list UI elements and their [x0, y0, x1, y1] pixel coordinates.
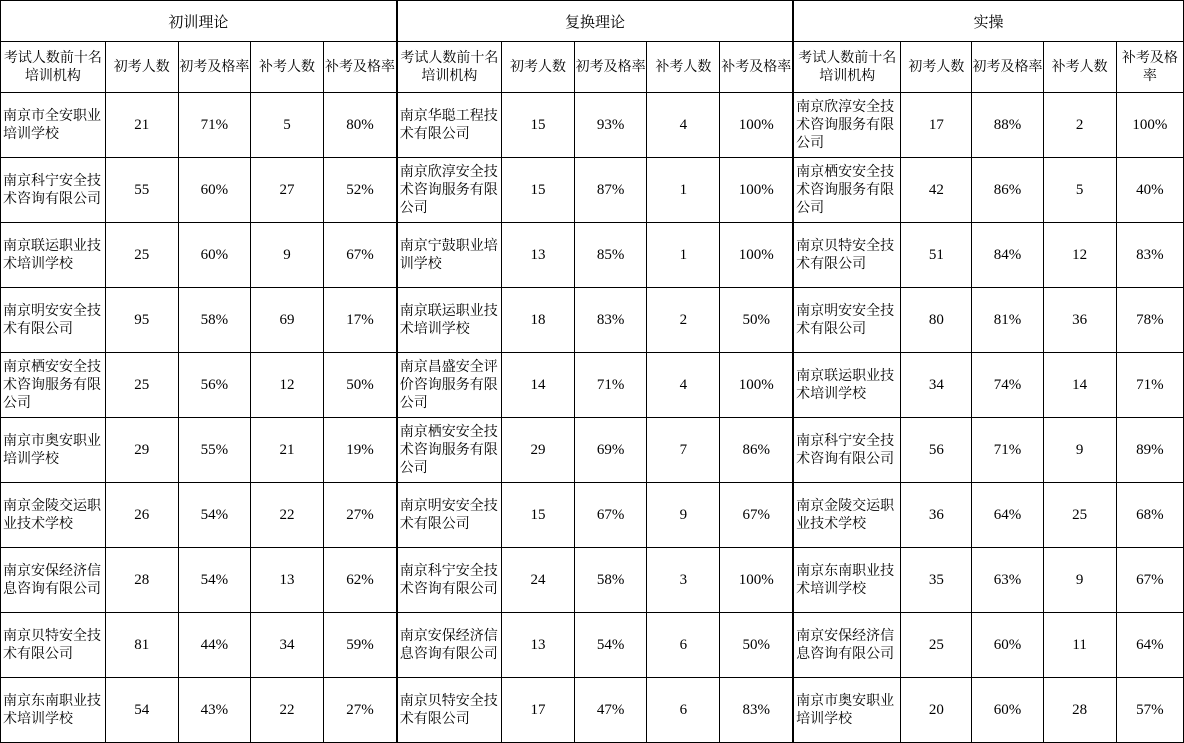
first-count-cell: 54 [105, 678, 178, 743]
first-rate-cell: 60% [178, 223, 250, 288]
makeup-count-cell: 9 [1043, 548, 1116, 613]
col-header-org: 考试人数前十名培训机构 [1, 42, 106, 93]
makeup-rate-cell: 68% [1116, 483, 1183, 548]
makeup-rate-cell: 100% [720, 93, 793, 158]
org-name-cell: 南京联运职业技术培训学校 [397, 288, 502, 353]
first-count-cell: 25 [105, 223, 178, 288]
first-count-cell: 80 [901, 288, 972, 353]
first-count-cell: 28 [105, 548, 178, 613]
first-rate-cell: 69% [575, 418, 647, 483]
first-rate-cell: 93% [575, 93, 647, 158]
first-count-cell: 36 [901, 483, 972, 548]
makeup-rate-cell: 59% [324, 613, 397, 678]
makeup-rate-cell: 27% [324, 678, 397, 743]
table-row [1, 483, 1184, 548]
makeup-count-cell: 11 [1043, 613, 1116, 678]
org-name-cell: 南京贝特安全技术有限公司 [793, 223, 901, 288]
first-rate-cell: 71% [972, 418, 1043, 483]
makeup-rate-cell: 57% [1116, 678, 1183, 743]
org-name-cell: 南京安保经济信息咨询有限公司 [1, 548, 106, 613]
makeup-rate-cell: 100% [720, 353, 793, 418]
org-name-cell: 南京科宁安全技术咨询有限公司 [397, 548, 502, 613]
makeup-rate-cell: 67% [324, 223, 397, 288]
column-header-row [1, 42, 1184, 93]
org-name-cell: 南京欣淳安全技术咨询服务有限公司 [793, 93, 901, 158]
makeup-count-cell: 14 [1043, 353, 1116, 418]
first-rate-cell: 87% [575, 158, 647, 223]
section-title-renewal-theory: 复换理论 [397, 1, 793, 42]
col-header-makeup-rate: 补考及格率 [324, 42, 397, 93]
org-name-cell: 南京栖安安全技术咨询服务有限公司 [793, 158, 901, 223]
first-count-cell: 24 [501, 548, 574, 613]
table-row [1, 353, 1184, 418]
makeup-count-cell: 12 [1043, 223, 1116, 288]
org-name-cell: 南京科宁安全技术咨询有限公司 [793, 418, 901, 483]
makeup-count-cell: 5 [1043, 158, 1116, 223]
col-header-first-count: 初考人数 [901, 42, 972, 93]
first-rate-cell: 54% [178, 483, 250, 548]
makeup-count-cell: 6 [647, 613, 720, 678]
makeup-rate-cell: 64% [1116, 613, 1183, 678]
org-name-cell: 南京宁鼓职业培训学校 [397, 223, 502, 288]
makeup-rate-cell: 100% [1116, 93, 1183, 158]
org-name-cell: 南京金陵交运职业技术学校 [1, 483, 106, 548]
makeup-count-cell: 69 [250, 288, 323, 353]
makeup-rate-cell: 27% [324, 483, 397, 548]
first-rate-cell: 86% [972, 158, 1043, 223]
org-name-cell: 南京联运职业技术培训学校 [1, 223, 106, 288]
table-row [1, 158, 1184, 223]
first-rate-cell: 85% [575, 223, 647, 288]
makeup-count-cell: 28 [1043, 678, 1116, 743]
org-name-cell: 南京东南职业技术培训学校 [793, 548, 901, 613]
makeup-rate-cell: 86% [720, 418, 793, 483]
makeup-count-cell: 2 [1043, 93, 1116, 158]
org-name-cell: 南京明安安全技术有限公司 [1, 288, 106, 353]
makeup-rate-cell: 100% [720, 223, 793, 288]
first-count-cell: 20 [901, 678, 972, 743]
first-rate-cell: 43% [178, 678, 250, 743]
col-header-first-rate: 初考及格率 [575, 42, 647, 93]
org-name-cell: 南京贝特安全技术有限公司 [397, 678, 502, 743]
makeup-count-cell: 9 [1043, 418, 1116, 483]
makeup-count-cell: 36 [1043, 288, 1116, 353]
first-count-cell: 13 [501, 223, 574, 288]
makeup-count-cell: 34 [250, 613, 323, 678]
makeup-rate-cell: 89% [1116, 418, 1183, 483]
org-name-cell: 南京华聪工程技术有限公司 [397, 93, 502, 158]
first-rate-cell: 88% [972, 93, 1043, 158]
makeup-rate-cell: 83% [1116, 223, 1183, 288]
makeup-rate-cell: 62% [324, 548, 397, 613]
first-rate-cell: 64% [972, 483, 1043, 548]
org-name-cell: 南京安保经济信息咨询有限公司 [793, 613, 901, 678]
makeup-count-cell: 9 [647, 483, 720, 548]
table-body [1, 93, 1184, 743]
table-row [1, 223, 1184, 288]
first-count-cell: 34 [901, 353, 972, 418]
first-rate-cell: 84% [972, 223, 1043, 288]
first-count-cell: 17 [901, 93, 972, 158]
org-name-cell: 南京栖安安全技术咨询服务有限公司 [1, 353, 106, 418]
org-name-cell: 南京东南职业技术培训学校 [1, 678, 106, 743]
first-count-cell: 51 [901, 223, 972, 288]
first-count-cell: 56 [901, 418, 972, 483]
makeup-rate-cell: 67% [720, 483, 793, 548]
org-name-cell: 南京欣淳安全技术咨询服务有限公司 [397, 158, 502, 223]
first-count-cell: 26 [105, 483, 178, 548]
first-count-cell: 55 [105, 158, 178, 223]
table-row [1, 418, 1184, 483]
makeup-count-cell: 13 [250, 548, 323, 613]
first-rate-cell: 60% [178, 158, 250, 223]
col-header-makeup-count: 补考人数 [1043, 42, 1116, 93]
makeup-rate-cell: 80% [324, 93, 397, 158]
makeup-count-cell: 9 [250, 223, 323, 288]
makeup-rate-cell: 78% [1116, 288, 1183, 353]
col-header-org: 考试人数前十名培训机构 [793, 42, 901, 93]
first-rate-cell: 47% [575, 678, 647, 743]
first-rate-cell: 54% [575, 613, 647, 678]
col-header-makeup-rate: 补考及格率 [720, 42, 793, 93]
table-row [1, 93, 1184, 158]
makeup-count-cell: 2 [647, 288, 720, 353]
first-count-cell: 35 [901, 548, 972, 613]
first-count-cell: 21 [105, 93, 178, 158]
first-count-cell: 17 [501, 678, 574, 743]
first-rate-cell: 81% [972, 288, 1043, 353]
makeup-count-cell: 3 [647, 548, 720, 613]
makeup-count-cell: 21 [250, 418, 323, 483]
org-name-cell: 南京栖安安全技术咨询服务有限公司 [397, 418, 502, 483]
first-rate-cell: 71% [575, 353, 647, 418]
col-header-first-rate: 初考及格率 [972, 42, 1043, 93]
org-name-cell: 南京市奥安职业培训学校 [1, 418, 106, 483]
makeup-rate-cell: 71% [1116, 353, 1183, 418]
col-header-makeup-count: 补考人数 [250, 42, 323, 93]
first-rate-cell: 67% [575, 483, 647, 548]
col-header-makeup-rate: 补考及格率 [1116, 42, 1183, 93]
org-name-cell: 南京安保经济信息咨询有限公司 [397, 613, 502, 678]
org-name-cell: 南京科宁安全技术咨询有限公司 [1, 158, 106, 223]
makeup-rate-cell: 50% [720, 288, 793, 353]
section-title-initial-theory: 初训理论 [1, 1, 397, 42]
first-rate-cell: 58% [178, 288, 250, 353]
org-name-cell: 南京贝特安全技术有限公司 [1, 613, 106, 678]
first-count-cell: 14 [501, 353, 574, 418]
makeup-count-cell: 5 [250, 93, 323, 158]
makeup-count-cell: 22 [250, 678, 323, 743]
makeup-count-cell: 1 [647, 158, 720, 223]
makeup-rate-cell: 17% [324, 288, 397, 353]
org-name-cell: 南京市全安职业培训学校 [1, 93, 106, 158]
org-name-cell: 南京市奥安职业培训学校 [793, 678, 901, 743]
col-header-first-count: 初考人数 [105, 42, 178, 93]
first-rate-cell: 44% [178, 613, 250, 678]
makeup-count-cell: 25 [1043, 483, 1116, 548]
first-count-cell: 13 [501, 613, 574, 678]
first-rate-cell: 60% [972, 678, 1043, 743]
table-row [1, 613, 1184, 678]
makeup-rate-cell: 67% [1116, 548, 1183, 613]
first-count-cell: 95 [105, 288, 178, 353]
org-name-cell: 南京明安安全技术有限公司 [793, 288, 901, 353]
makeup-rate-cell: 19% [324, 418, 397, 483]
makeup-rate-cell: 50% [720, 613, 793, 678]
first-rate-cell: 56% [178, 353, 250, 418]
first-rate-cell: 55% [178, 418, 250, 483]
first-rate-cell: 74% [972, 353, 1043, 418]
org-name-cell: 南京明安安全技术有限公司 [397, 483, 502, 548]
makeup-rate-cell: 83% [720, 678, 793, 743]
makeup-rate-cell: 52% [324, 158, 397, 223]
col-header-first-count: 初考人数 [501, 42, 574, 93]
section-title-practical: 实操 [793, 1, 1183, 42]
makeup-count-cell: 22 [250, 483, 323, 548]
makeup-count-cell: 6 [647, 678, 720, 743]
first-count-cell: 15 [501, 93, 574, 158]
first-count-cell: 42 [901, 158, 972, 223]
col-header-first-rate: 初考及格率 [178, 42, 250, 93]
makeup-rate-cell: 50% [324, 353, 397, 418]
first-rate-cell: 54% [178, 548, 250, 613]
makeup-count-cell: 12 [250, 353, 323, 418]
col-header-org: 考试人数前十名培训机构 [397, 42, 502, 93]
org-name-cell: 南京联运职业技术培训学校 [793, 353, 901, 418]
first-count-cell: 15 [501, 483, 574, 548]
first-count-cell: 29 [105, 418, 178, 483]
first-count-cell: 81 [105, 613, 178, 678]
makeup-rate-cell: 100% [720, 548, 793, 613]
makeup-count-cell: 4 [647, 353, 720, 418]
makeup-count-cell: 1 [647, 223, 720, 288]
table-row [1, 288, 1184, 353]
table-row [1, 548, 1184, 613]
first-rate-cell: 58% [575, 548, 647, 613]
org-name-cell: 南京昌盛安全评价咨询服务有限公司 [397, 353, 502, 418]
first-count-cell: 25 [901, 613, 972, 678]
first-count-cell: 25 [105, 353, 178, 418]
first-rate-cell: 71% [178, 93, 250, 158]
first-rate-cell: 63% [972, 548, 1043, 613]
first-count-cell: 15 [501, 158, 574, 223]
makeup-count-cell: 4 [647, 93, 720, 158]
first-rate-cell: 60% [972, 613, 1043, 678]
group-header-row [1, 1, 1184, 42]
first-count-cell: 29 [501, 418, 574, 483]
table-row [1, 678, 1184, 743]
makeup-count-cell: 27 [250, 158, 323, 223]
makeup-rate-cell: 100% [720, 158, 793, 223]
first-count-cell: 18 [501, 288, 574, 353]
makeup-count-cell: 7 [647, 418, 720, 483]
col-header-makeup-count: 补考人数 [647, 42, 720, 93]
first-rate-cell: 83% [575, 288, 647, 353]
org-name-cell: 南京金陵交运职业技术学校 [793, 483, 901, 548]
makeup-rate-cell: 40% [1116, 158, 1183, 223]
